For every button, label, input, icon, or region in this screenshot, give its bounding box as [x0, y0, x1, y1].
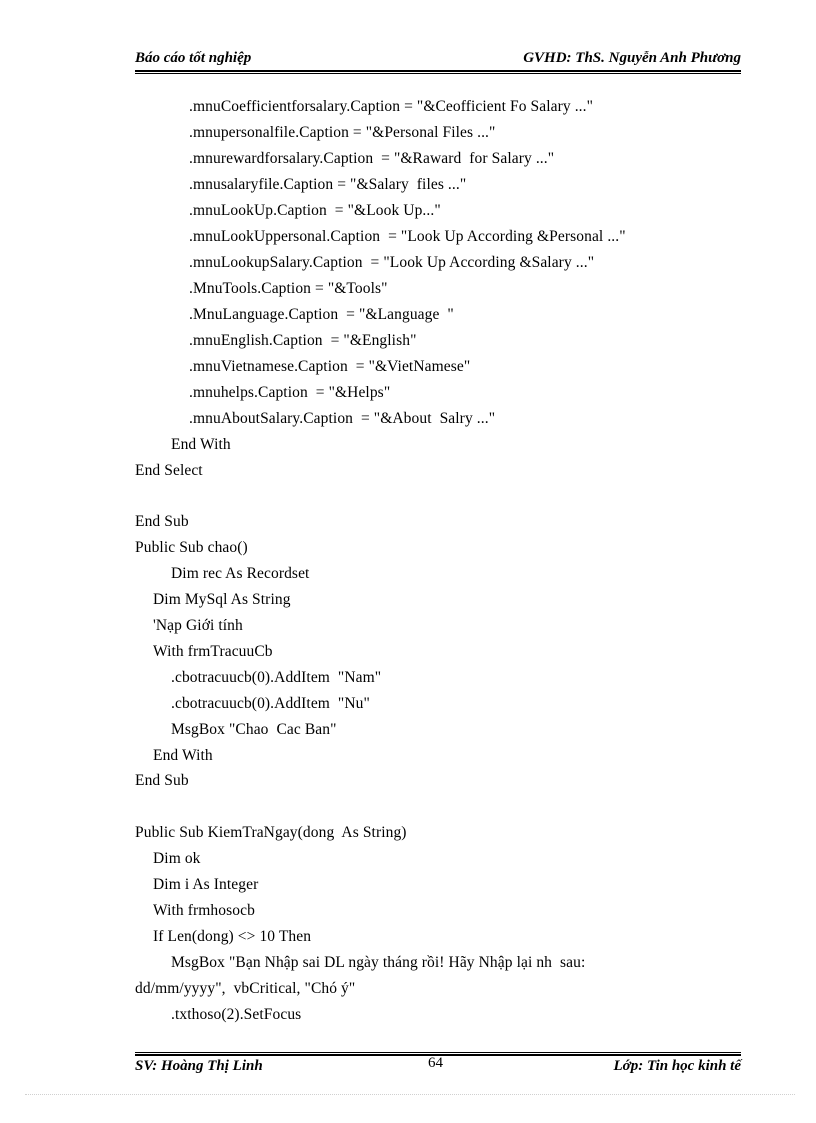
code-line: Dim i As Integer: [153, 876, 259, 893]
code-line: With frmhosocb: [153, 902, 255, 919]
code-line: Dim ok: [153, 850, 201, 867]
code-line: End With: [171, 436, 231, 453]
code-line: .cbotracuucb(0).AddItem "Nam": [171, 669, 382, 686]
code-line: 'Nạp Giới tính: [153, 617, 243, 634]
page-number: 64: [428, 1055, 443, 1071]
header-advisor: GVHD: ThS. Nguyễn Anh Phương: [523, 50, 741, 66]
code-line: .MnuTools.Caption = "&Tools": [189, 280, 388, 297]
code-line: .mnuVietnamese.Caption = "&VietNamese": [189, 358, 471, 375]
page-header: [135, 48, 741, 70]
code-line: MsgBox "Chao Cac Ban": [171, 721, 337, 738]
code-line: .txthoso(2).SetFocus: [171, 1006, 302, 1023]
code-line: .mnuEnglish.Caption = "&English": [189, 332, 417, 349]
code-line: Dim MySql As String: [153, 591, 291, 608]
code-line: .mnupersonalfile.Caption = "&Personal Files ...": [189, 124, 496, 141]
code-line: End With: [153, 747, 213, 764]
code-line: .mnuAboutSalary.Caption = "&About Salry ...": [189, 410, 496, 427]
code-line: .mnuLookupSalary.Caption = "Look Up According &Salary ...": [189, 254, 595, 271]
code-line: .mnurewardforsalary.Caption = "&Raward for Salary ...": [189, 150, 555, 167]
code-line: .MnuLanguage.Caption = "&Language ": [189, 306, 454, 323]
page-footer: [135, 1055, 741, 1079]
code-line: With frmTracuuCb: [153, 643, 273, 660]
code-line: .mnuLookUp.Caption = "&Look Up...": [189, 202, 441, 219]
code-line: Public Sub chao(): [135, 539, 248, 556]
footer-student: SV: Hoàng Thị Linh: [135, 1058, 263, 1074]
header-report-title: Báo cáo tốt nghiệp: [135, 50, 252, 66]
code-line: End Select: [135, 462, 203, 479]
code-line: MsgBox "Bạn Nhập sai DL ngày tháng rồi! Hãy Nhập lại nh sau:: [171, 954, 586, 971]
code-line: dd/mm/yyyy", vbCritical, "Chó ý": [135, 980, 356, 997]
code-line: End Sub: [135, 513, 189, 530]
code-line: .mnuCoefficientforsalary.Caption = "&Ceofficient Fo Salary ...": [189, 98, 594, 115]
footer-class: Lớp: Tin học kinh tế: [613, 1058, 741, 1074]
page-edge-divider: [25, 1094, 795, 1095]
code-line: .mnusalaryfile.Caption = "&Salary files ...": [189, 176, 467, 193]
code-line: .mnuLookUppersonal.Caption = "Look Up According &Personal ...": [189, 228, 626, 245]
code-line: End Sub: [135, 772, 189, 789]
code-line: Public Sub KiemTraNgay(dong As String): [135, 824, 407, 841]
header-rule: [135, 70, 741, 74]
code-line: .mnuhelps.Caption = "&Helps": [189, 384, 391, 401]
code-line: If Len(dong) <> 10 Then: [153, 928, 312, 945]
code-line: Dim rec As Recordset: [171, 565, 310, 582]
code-line: .cbotracuucb(0).AddItem "Nu": [171, 695, 370, 712]
